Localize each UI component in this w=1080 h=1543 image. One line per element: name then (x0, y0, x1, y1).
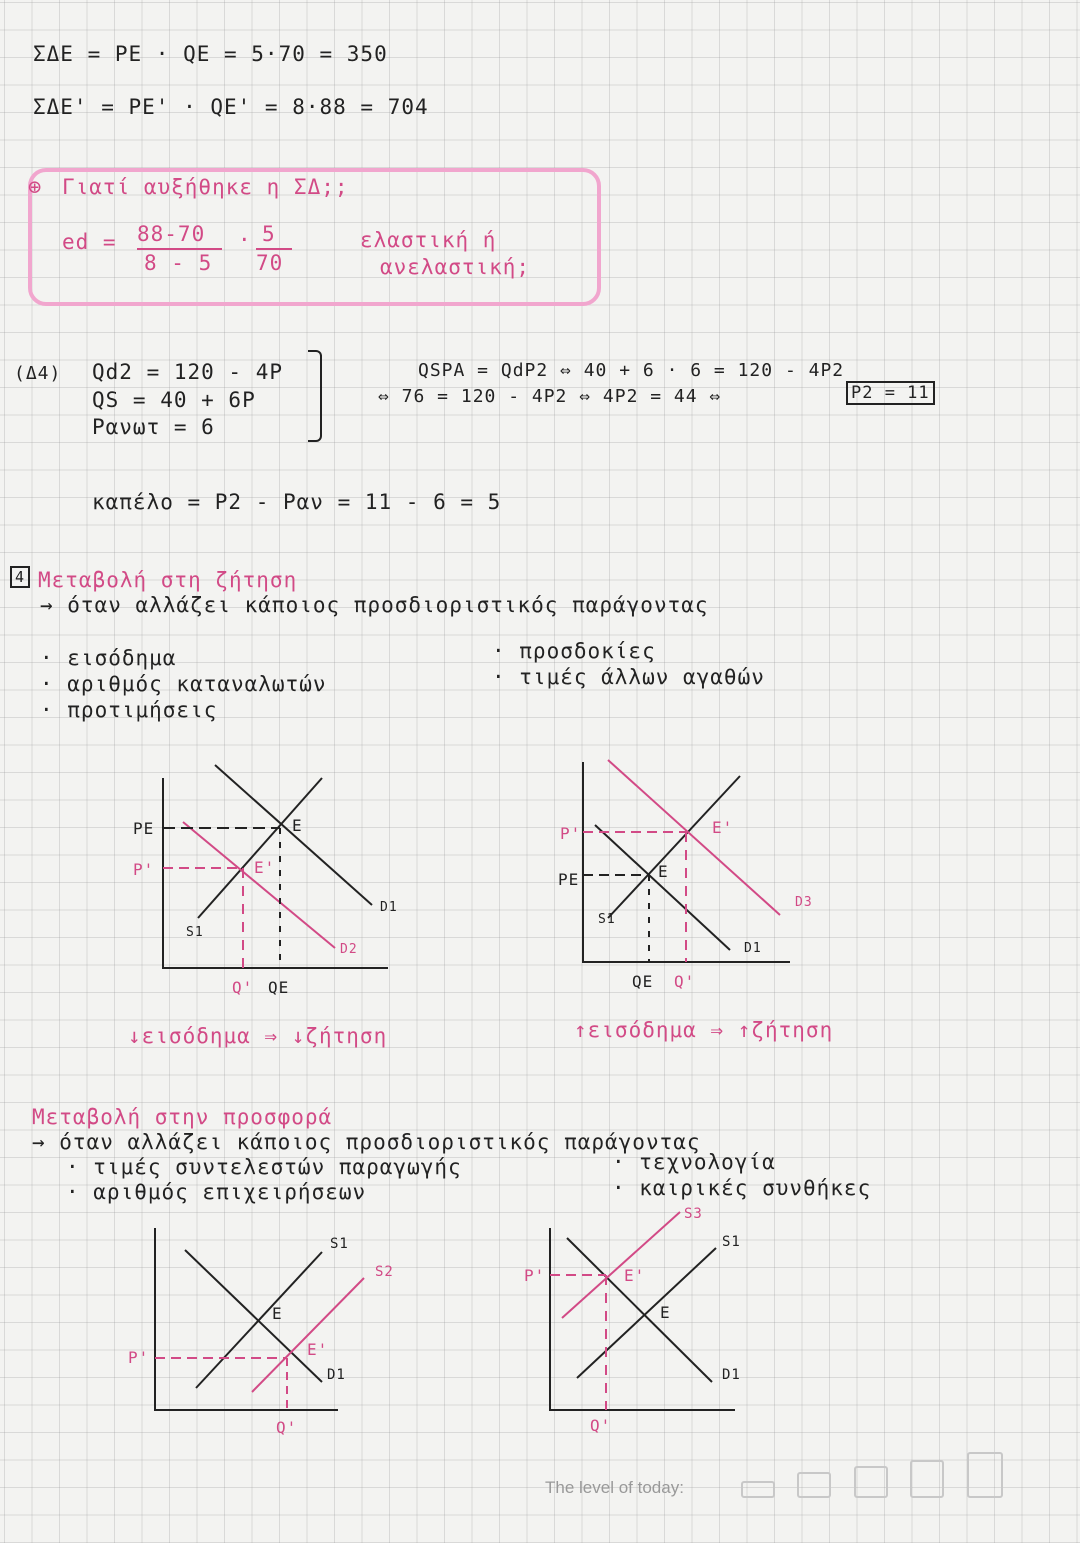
d4-solution-line-2: ⇔ 76 = 120 - 4P2 ⇔ 4P2 = 44 ⇔ (378, 386, 722, 407)
g2-label-pe: PE (558, 870, 580, 889)
supply-factor-1: · τιμές συντελεστών παραγωγής (66, 1155, 462, 1179)
d4-p2-result: P2 = 11 (846, 381, 935, 405)
ed-dot: · (238, 228, 252, 252)
level-box-3[interactable] (854, 1466, 888, 1498)
question-title: Γιατί αυξήθηκε η ΣΔ;; (62, 175, 349, 199)
g1-label-pe: PE (133, 819, 155, 838)
g1-label-d2: D2 (340, 942, 358, 957)
g4-label-s3: S3 (684, 1206, 703, 1222)
level-box-5[interactable] (967, 1452, 1003, 1498)
d4-solution-line-1: QSPA = QdP2 ⇔ 40 + 6 · 6 = 120 - 4P2 (418, 360, 845, 381)
g4-label-d1: D1 (722, 1367, 741, 1383)
demand-when: → όταν αλλάζει κάποιος προσδιοριστικός παράγοντας (40, 593, 709, 617)
demand-factor-2: · αριθμός καταναλωτών (40, 672, 327, 696)
g1-label-e: E (292, 816, 303, 835)
demand-factor-3: · προτιμήσεις (40, 698, 218, 722)
g1-label-p: P' (133, 860, 155, 879)
ed-label: ed = (62, 230, 117, 254)
g4-label-p: P' (524, 1266, 546, 1285)
elasticity-note-1: ελαστική ή (360, 228, 497, 252)
g4-demand-d1 (567, 1238, 712, 1382)
d4-eq-price: Pανωτ = 6 (92, 415, 215, 439)
demand-title: Μεταβολή στη ζήτηση (38, 568, 298, 592)
supply-title: Μεταβολή στην προσφορά (32, 1105, 333, 1129)
g4-label-s1: S1 (722, 1234, 741, 1250)
g3-label-d1: D1 (327, 1367, 346, 1383)
g3-label-e2: E' (307, 1340, 329, 1359)
g1-label-e2: E' (254, 858, 276, 877)
g2-label-p: P' (560, 824, 582, 843)
g3-label-s2: S2 (375, 1264, 394, 1280)
calc-line-1: ΣΔΕ = PE · QE = 5·70 = 350 (33, 42, 388, 66)
kapelo-line: καπέλο = P2 - Pαν = 11 - 6 = 5 (92, 490, 502, 514)
d4-eq-demand: Qd2 = 120 - 4P (92, 360, 284, 384)
caption-demand-increase: ↑εισόδημα ⇒ ↑ζήτηση (574, 1018, 834, 1042)
supply-factor-4: · καιρικές συνθήκες (612, 1176, 872, 1200)
g2-label-e2: E' (712, 818, 734, 837)
demand-factor-1: · εισόδημα (40, 646, 177, 670)
g2-label-qe: QE (632, 972, 654, 991)
g1-label-s1: S1 (186, 925, 204, 940)
g4-label-e2: E' (624, 1266, 646, 1285)
ed-denominator-2: 70 (256, 251, 284, 275)
g3-label-p: P' (128, 1348, 150, 1367)
g3-label-s1: S1 (330, 1236, 349, 1252)
g3-label-e: E (272, 1304, 283, 1323)
g2-label-d3: D3 (795, 895, 813, 910)
level-box-4[interactable] (910, 1460, 944, 1498)
demand-factor-4: · προσδοκίες (492, 639, 656, 663)
caption-demand-decrease: ↓εισόδημα ⇒ ↓ζήτηση (128, 1024, 388, 1048)
g2-label-d1: D1 (744, 941, 762, 956)
g1-label-qe: QE (268, 978, 290, 997)
ed-numerator-1: 88-70 (137, 222, 206, 246)
plus-circle-icon: ⊕ (28, 175, 43, 200)
level-box-1[interactable] (741, 1481, 775, 1498)
g1-label-d1: D1 (380, 900, 398, 915)
g4-label-q: Q' (590, 1416, 612, 1435)
section-number: 4 (10, 566, 30, 588)
footer-level-label: The level of today: (545, 1478, 684, 1497)
level-box-2[interactable] (797, 1472, 831, 1498)
g4-label-e: E (660, 1303, 671, 1322)
d4-eq-supply: QS = 40 + 6P (92, 388, 256, 412)
demand-factor-5: · τιμές άλλων αγαθών (492, 665, 765, 689)
supply-when: → όταν αλλάζει κάποιος προσδιοριστικός παράγοντας (32, 1130, 701, 1154)
ed-denominator-1: 8 - 5 (144, 251, 213, 275)
calc-line-2: ΣΔΕ' = PE' · QE' = 8·88 = 704 (33, 95, 429, 119)
supply-factor-2: · αριθμός επιχειρήσεων (66, 1180, 367, 1204)
g2-label-q: Q' (674, 972, 696, 991)
g1-label-q: Q' (232, 978, 254, 997)
ed-numerator-2: 5 (262, 222, 276, 246)
g3-label-q: Q' (276, 1418, 298, 1437)
supply-factor-3: · τεχνολογία (612, 1150, 776, 1174)
g2-label-e: E (658, 862, 669, 881)
d4-label: (Δ4) (14, 363, 62, 384)
g2-label-s1: S1 (598, 912, 616, 927)
elasticity-note-2: ανελαστική; (380, 255, 531, 279)
